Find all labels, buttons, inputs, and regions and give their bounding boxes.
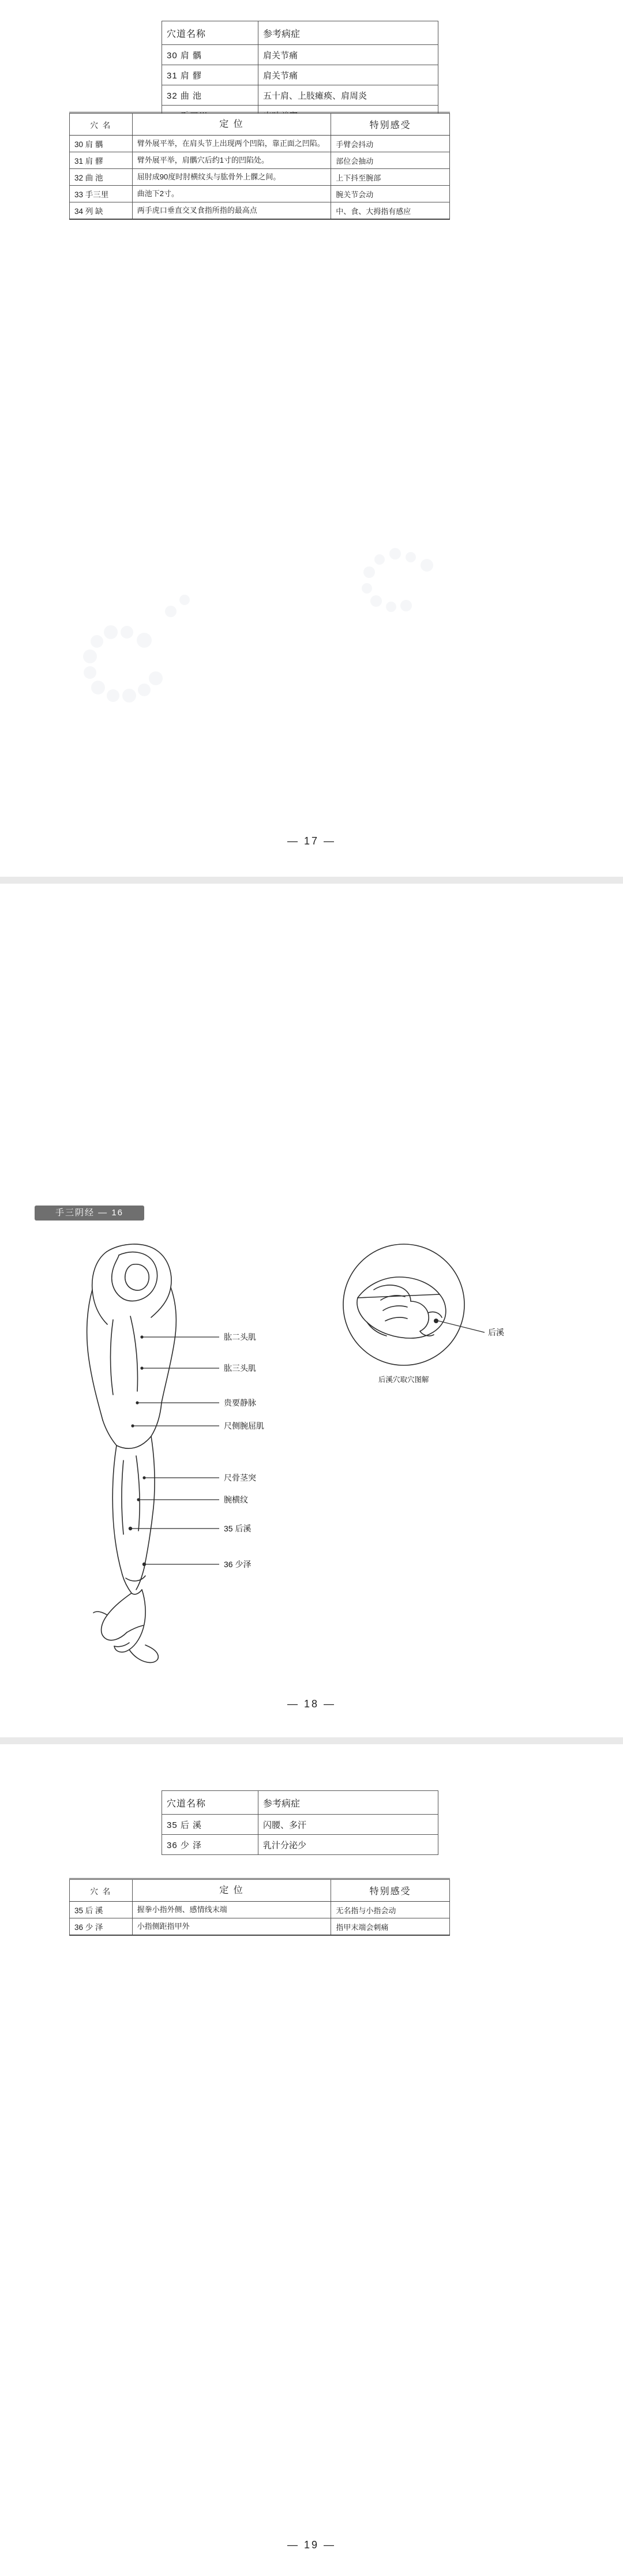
page-separator — [0, 877, 623, 884]
page-17 — [0, 0, 623, 877]
cell-symptoms: 闪腰、多汗 — [258, 1815, 438, 1835]
cell-location: 曲池下2寸。 — [132, 186, 331, 202]
page19-detail-table — [69, 1878, 450, 1936]
page-separator — [0, 1737, 623, 1744]
col-header-location: 定 位 — [132, 113, 331, 136]
chapter-banner: 手三阴经 — 16 — [35, 1206, 144, 1221]
cell-sensation: 无名指与小指会动 — [331, 1902, 450, 1918]
cell-location: 小指侧距指甲外 — [132, 1918, 331, 1936]
page17-detail-table — [69, 112, 450, 220]
page-19 — [0, 1744, 623, 2576]
col-header-location: 定 位 — [132, 1879, 331, 1902]
col-header-point-name: 穴 名 — [70, 1879, 133, 1902]
cell-location: 臂外展平举，肩髃穴后约1寸的凹陷处。 — [132, 152, 331, 169]
label-biceps: 肱二头肌 — [224, 1332, 256, 1342]
page19-symptoms-table-wrap — [162, 1790, 438, 1855]
cell-location: 臂外展平举，在肩头节上出现两个凹陷，靠正面之凹陷。 — [132, 136, 331, 152]
label-wrist-crease: 腕横纹 — [224, 1495, 248, 1504]
cell-location: 屈肘成90度时肘横纹头与肱骨外上髁之间。 — [132, 169, 331, 186]
cell-point-name: 32 曲 池 — [70, 169, 133, 186]
cell-acupoint-name: 31 肩 髎 — [162, 65, 258, 85]
caption-houxi-locating-diagram: 后溪穴取穴图解 — [378, 1376, 429, 1384]
table-row — [70, 202, 450, 220]
cell-sensation: 手臂会抖动 — [331, 136, 450, 152]
page19-symptoms-table — [162, 1790, 438, 1855]
page19-detail-table-wrap — [69, 1878, 450, 1936]
cell-point-name: 35 后 溪 — [70, 1902, 133, 1918]
cell-point-name: 30 肩 髃 — [70, 136, 133, 152]
cell-acupoint-name: 30 肩 髃 — [162, 45, 258, 65]
label-triceps: 肱三头肌 — [224, 1364, 256, 1373]
cell-symptoms: 五十肩、上肢瘫痪、肩周炎 — [258, 85, 438, 106]
col-header-point-name: 穴 名 — [70, 113, 133, 136]
label-inset-houxi: 后溪 — [488, 1328, 504, 1337]
cell-point-name: 36 少 泽 — [70, 1918, 133, 1936]
table-row — [70, 152, 450, 169]
decorative-watermark — [58, 519, 450, 764]
page-number: — 18 — — [287, 1698, 336, 1710]
arm-anatomy-illustration — [0, 1230, 623, 1668]
cell-point-name: 31 肩 髎 — [70, 152, 133, 169]
col-header-symptoms: 参考病症 — [258, 21, 438, 45]
table-row — [70, 169, 450, 186]
page-number: — 19 — — [287, 2539, 336, 2551]
col-header-sensation: 特别感受 — [331, 1879, 450, 1902]
page-18 — [0, 884, 623, 1737]
col-header-symptoms: 参考病症 — [258, 1791, 438, 1815]
table-row — [162, 65, 438, 85]
cell-sensation: 部位会抽动 — [331, 152, 450, 169]
cell-sensation: 中、食、大拇指有感应 — [331, 202, 450, 220]
table-header-row — [70, 1879, 450, 1902]
table-header-row — [162, 21, 438, 45]
cell-acupoint-name: 32 曲 池 — [162, 85, 258, 106]
table-row — [162, 85, 438, 106]
cell-location: 两手虎口垂直交叉食指所指的最高点 — [132, 202, 331, 220]
cell-sensation: 上下抖至腕部 — [331, 169, 450, 186]
cell-sensation: 腕关节会动 — [331, 186, 450, 202]
cell-acupoint-name: 36 少 泽 — [162, 1835, 258, 1855]
cell-point-name: 34 列 缺 — [70, 202, 133, 220]
cell-symptoms: 乳汁分泌少 — [258, 1835, 438, 1855]
cell-location: 握拳小指外侧、感情线末端 — [132, 1902, 331, 1918]
col-header-acupoint-name: 穴道名称 — [162, 1791, 258, 1815]
table-row — [70, 186, 450, 202]
table-header-row — [70, 113, 450, 136]
table-row — [162, 1815, 438, 1835]
label-point-shaoze: 36 少泽 — [224, 1560, 252, 1569]
label-basilic-vein: 贵要静脉 — [224, 1398, 256, 1407]
label-flexor-carpi-ulnaris: 尺侧腕屈肌 — [224, 1421, 264, 1430]
cell-symptoms: 肩关节痛 — [258, 65, 438, 85]
label-ulnar-styloid: 尺骨茎突 — [224, 1473, 256, 1482]
table-row — [70, 1918, 450, 1936]
cell-point-name: 33 手三里 — [70, 186, 133, 202]
table-row — [70, 136, 450, 152]
table-row — [162, 1835, 438, 1855]
col-header-sensation: 特别感受 — [331, 113, 450, 136]
page17-detail-table-wrap — [69, 112, 450, 220]
col-header-acupoint-name: 穴道名称 — [162, 21, 258, 45]
cell-symptoms: 肩关节痛 — [258, 45, 438, 65]
table-row — [70, 1902, 450, 1918]
page-number: — 17 — — [287, 835, 336, 847]
table-header-row — [162, 1791, 438, 1815]
cell-acupoint-name: 35 后 溪 — [162, 1815, 258, 1835]
cell-sensation: 指甲末端会刺痛 — [331, 1918, 450, 1936]
label-point-houxi: 35 后溪 — [224, 1524, 252, 1533]
table-row — [162, 45, 438, 65]
